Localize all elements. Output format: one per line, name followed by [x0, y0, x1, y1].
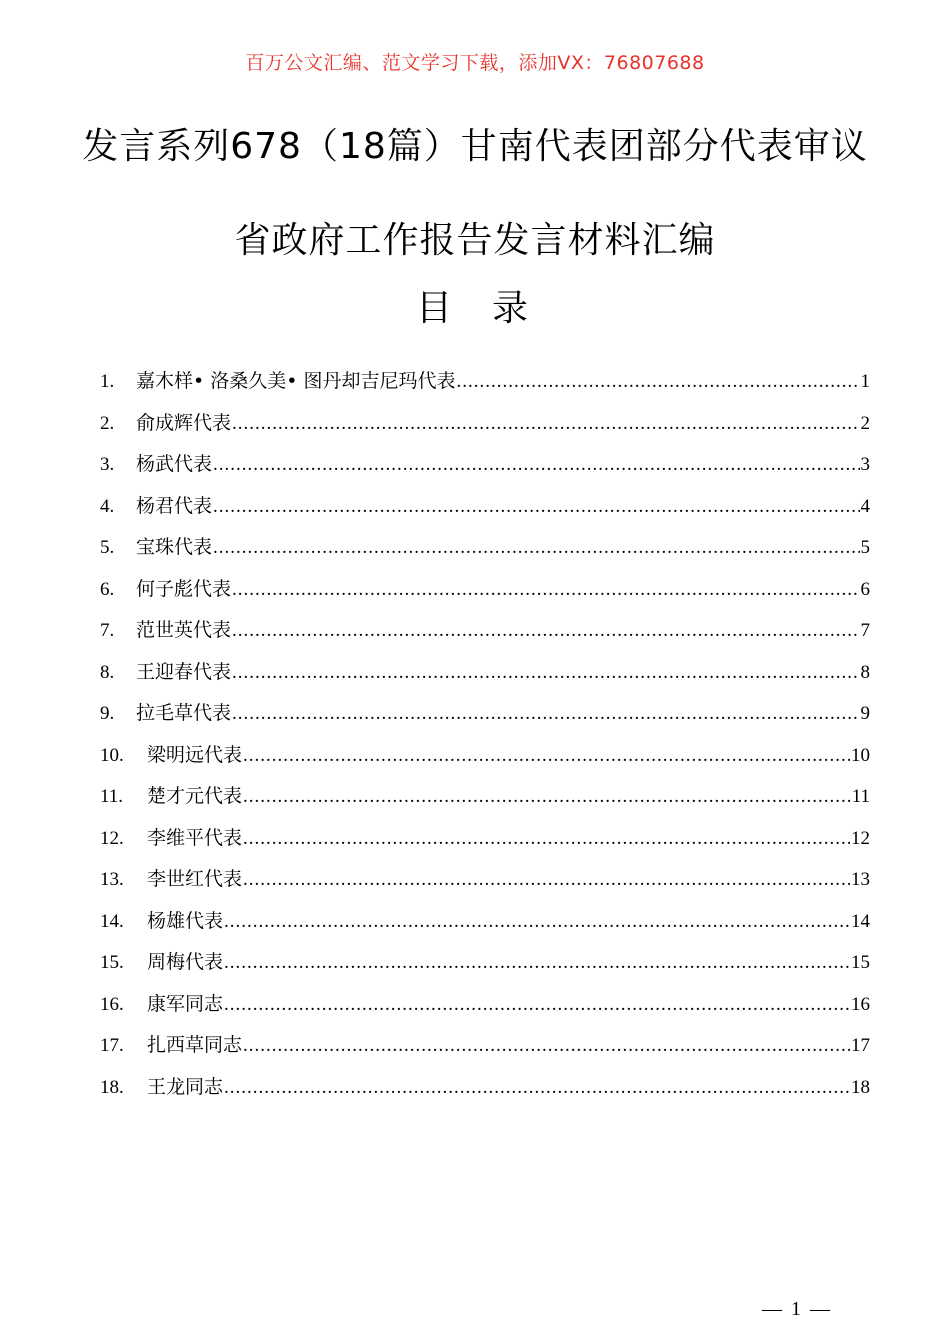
toc-leader-dots — [243, 745, 850, 767]
toc-entry-label: 梁明远代表 — [147, 743, 243, 766]
toc-entry[interactable] — [100, 574, 870, 616]
toc-leader-dots — [232, 579, 859, 601]
toc-entry-number: 16. — [100, 993, 124, 1015]
toc-entry-number: 17. — [100, 1035, 124, 1056]
toc-entry-label: 楚才元代表 — [147, 785, 243, 807]
document-title-line-1: 发言系列678（18篇）甘南代表团部分代表审议 — [82, 126, 868, 167]
toc-leader-dots — [213, 454, 859, 476]
toc-entry-label: 拉毛草代表 — [136, 702, 232, 724]
toc-leader-dots — [457, 371, 860, 393]
header-note: 百万公文汇编、范文学习下载，添加VX：76807688 — [245, 52, 705, 74]
toc-entry[interactable] — [100, 864, 870, 906]
toc-entry-label: 扎西草同志 — [147, 1034, 243, 1056]
toc-leader-dots — [243, 1035, 850, 1057]
toc-entry-number: 8. — [100, 661, 115, 683]
toc-heading-left: 目 — [415, 288, 458, 329]
toc-entry-label: 杨雄代表 — [147, 909, 224, 932]
toc-entry[interactable] — [100, 615, 870, 657]
toc-leader-dots — [224, 1077, 850, 1099]
toc-entry[interactable] — [100, 947, 870, 989]
toc-leader-dots — [224, 911, 850, 933]
toc-entry-page: 7 — [860, 620, 870, 641]
toc-leader-dots — [243, 828, 850, 850]
toc-entry-number: 10. — [100, 744, 124, 766]
toc-entry-page: 15 — [851, 952, 870, 973]
toc-entry-label: 俞成辉代表 — [136, 411, 232, 434]
toc-leader-dots — [243, 786, 851, 808]
toc-entry-page: 3 — [860, 454, 870, 475]
toc-entry-page: 6 — [860, 578, 870, 600]
toc-entry-number: 9. — [100, 703, 115, 724]
toc-entry-label: 范世英代表 — [136, 619, 232, 641]
toc-leader-dots — [213, 496, 859, 518]
toc-leader-dots — [232, 703, 859, 725]
toc-entry-page: 13 — [851, 869, 870, 890]
toc-entry-number: 7. — [100, 620, 115, 641]
toc-entry[interactable] — [100, 449, 870, 491]
toc-leader-dots — [232, 620, 859, 642]
toc-entry-page: 1 — [860, 371, 870, 392]
toc-entry[interactable] — [100, 823, 870, 865]
toc-entry-page: 17 — [851, 1035, 870, 1056]
toc-entry-page: 11 — [851, 786, 870, 807]
toc-entry[interactable] — [100, 657, 870, 699]
document-title-line-2: 省政府工作报告发言材料汇编 — [234, 220, 716, 261]
toc-heading-right: 录 — [492, 288, 535, 329]
toc-entry-label: 李维平代表 — [147, 826, 243, 849]
toc-entry[interactable] — [100, 532, 870, 574]
toc-entry-page: 4 — [860, 495, 870, 517]
toc-entry[interactable] — [100, 1030, 870, 1072]
toc-entry-label: 王迎春代表 — [136, 660, 232, 683]
toc-entry-page: 8 — [860, 661, 870, 683]
toc-entry-label: 何子彪代表 — [136, 577, 232, 600]
toc-entry-label: 王龙同志 — [147, 1075, 224, 1098]
toc-entry[interactable] — [100, 491, 870, 533]
toc-leader-dots — [224, 952, 850, 974]
toc-entry-label: 嘉木样• 洛桑久美• 图丹却吉尼玛代表 — [136, 370, 456, 392]
toc-entry-number: 2. — [100, 412, 115, 434]
toc-entry-page: 12 — [851, 827, 870, 849]
toc-leader-dots — [232, 413, 859, 435]
toc-entry-page: 2 — [860, 412, 870, 434]
toc-entry-number: 5. — [100, 537, 115, 558]
toc-entry-number: 11. — [100, 786, 124, 807]
toc-entry-page: 16 — [851, 993, 870, 1015]
toc-entry-label: 李世红代表 — [147, 868, 243, 890]
toc-entry[interactable] — [100, 781, 870, 823]
toc-entry-page: 14 — [851, 910, 870, 932]
toc-entry-number: 12. — [100, 827, 124, 849]
toc-entry-number: 1. — [100, 371, 115, 392]
toc-leader-dots — [224, 994, 850, 1016]
toc-entry[interactable] — [100, 408, 870, 450]
toc-entry-number: 13. — [100, 869, 124, 890]
toc-entry[interactable] — [100, 740, 870, 782]
toc-leader-dots — [243, 869, 850, 891]
toc-entry[interactable] — [100, 698, 870, 740]
toc-leader-dots — [232, 662, 859, 684]
toc-entry-page: 18 — [851, 1076, 870, 1098]
toc-entry-number: 3. — [100, 454, 115, 475]
toc-entry-number: 15. — [100, 952, 124, 973]
toc-entry-page: 9 — [860, 703, 870, 724]
footer-page-number: — 1 — — [762, 1298, 832, 1320]
toc-entry[interactable] — [100, 989, 870, 1031]
toc-entry-number: 6. — [100, 578, 115, 600]
toc-entry-label: 康军同志 — [147, 992, 224, 1015]
toc-entry[interactable] — [100, 906, 870, 948]
toc-entry-number: 18. — [100, 1076, 124, 1098]
toc-entry-label: 周梅代表 — [147, 951, 224, 973]
toc-entry-label: 杨武代表 — [136, 453, 213, 475]
toc-entry-page: 10 — [851, 744, 870, 766]
toc-entry[interactable] — [100, 366, 870, 408]
toc-entry-label: 杨君代表 — [136, 494, 213, 517]
table-of-contents — [100, 366, 870, 1113]
toc-entry-label: 宝珠代表 — [136, 536, 213, 558]
toc-leader-dots — [213, 537, 859, 559]
toc-entry-page: 5 — [860, 537, 870, 558]
toc-entry[interactable] — [100, 1072, 870, 1114]
toc-heading — [0, 280, 950, 331]
toc-entry-number: 4. — [100, 495, 115, 517]
toc-entry-number: 14. — [100, 910, 124, 932]
